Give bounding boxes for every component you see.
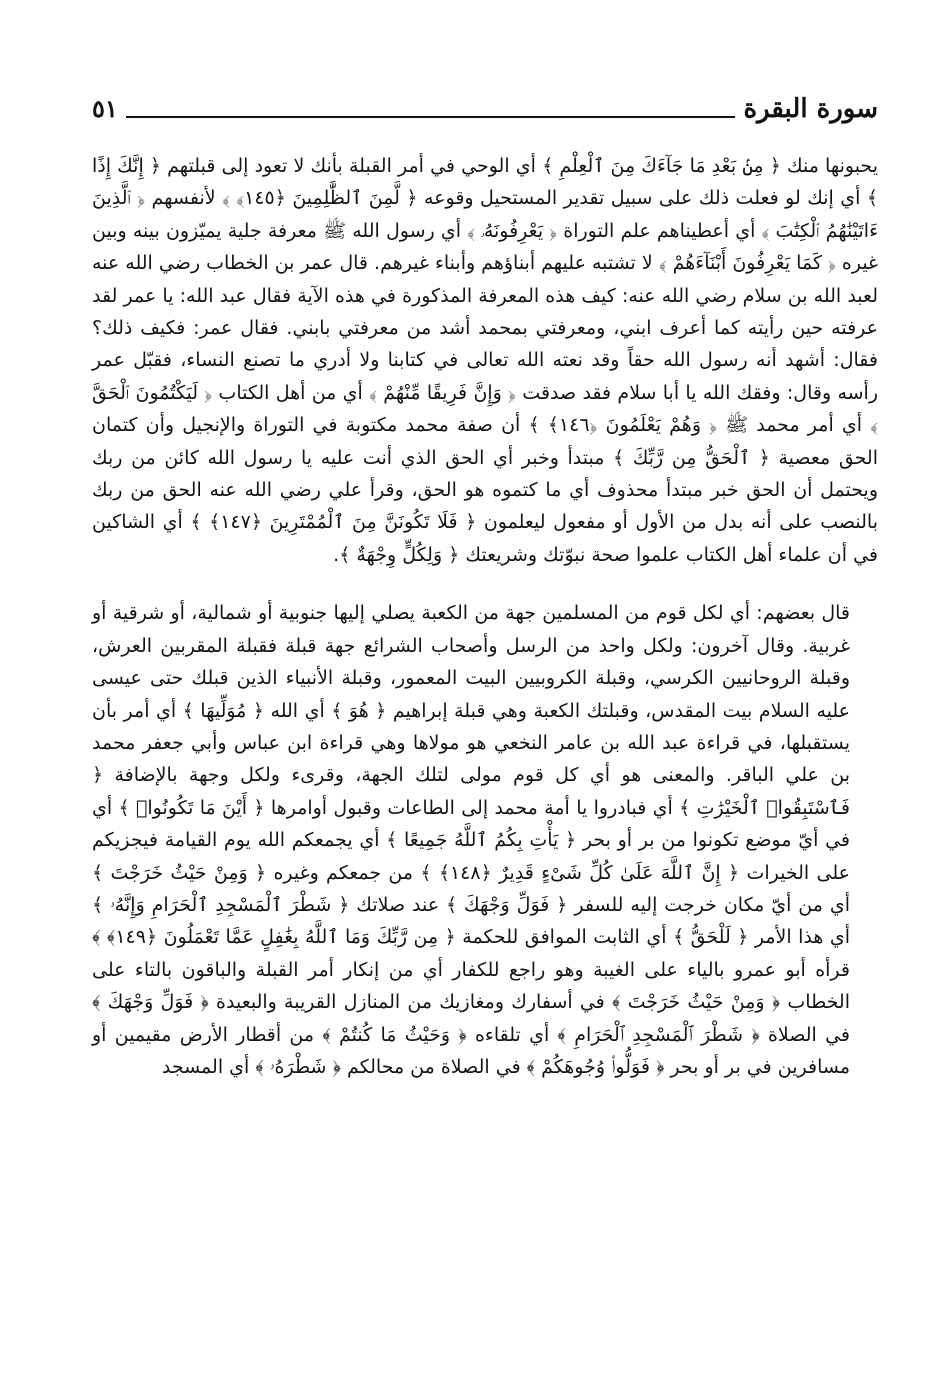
tafsir-text — [92, 150, 878, 1083]
surah-title: سورة البقرة — [743, 94, 878, 124]
running-header — [92, 86, 878, 126]
paragraph-spacer — [92, 571, 878, 597]
paragraph-2: قال بعضهم: أي لكل قوم من المسلمين جهة من الكعبة يصلي إليها جنوبية أو شمالية، أو شرقية أو غربية. وقال آخرون: ولكل واحد من الرسل وأصحاب الشرائع جهة قبلة فقبلة المقربين العرش، وقبلة الروحانيين الكرسي، وقبلة الكروبيين البيت المعمور، وقبلة الأنبياء الذين قبلك حتى عيسى عليه السلام بيت المقدس، وقبلتك الكعبة وهي قبلة إبراهيم ﴿ هُوَ ﴾ أي الله ﴿ مُوَلِّيهَا ﴾ أي أمر بأن يستقبلها، في قراءة عبد الله بن عامر النخعي هو مولاها وهي قراءة ابن عباس وأبي جعفر محمد بن علي الباقر. والمعنى هو أي كل قوم مولى لتلك الجهة، وقرىء ولكل وجهة بالإضافة ﴿ فَٱسْتَبِقُوا۟ ٱلْخَيْرَٰتِ ﴾ أي فبادروا يا أمة محمد إلى الطاعات وقبول أوامرها ﴿ أَيْنَ مَا تَكُونُوا۟ ﴾ أي في أيّ موضع تكونوا من بر أو بحر ﴿ يَأْتِ بِكُمُ ٱللَّهُ جَمِيعًا ﴾ أي يجمعكم الله يوم القيامة فيجزيكم على الخيرات ﴿ إِنَّ ٱللَّهَ عَلَىٰ كُلِّ شَىْءٍ قَدِيرٌ ﴿١٤٨﴾ ﴾ من جمعكم وغيره ﴿ وَمِنْ حَيْثُ خَرَجْتَ ﴾ أي من أيّ مكان خرجت إليه للسفر ﴿ فَوَلِّ وَجْهَكَ ﴾ عند صلاتك ﴿ شَطْرَ ٱلْمَسْجِدِ ٱلْحَرَامِ وَإِنَّهُۥ ﴾ أي هذا الأمر ﴿ لَلْحَقُّ ﴾ أي الثابت الموافق للحكمة ﴿ مِن رَّبِّكَ وَمَا ٱللَّهُ بِغَٰفِلٍ عَمَّا تَعْمَلُونَ ﴿١٤٩﴾ ﴾ قرأه أبو عمرو بالياء على الغيبة وهو راجع للكفار أي من إنكار أمر القبلة والباقون بالتاء على الخطاب ﴿ وَمِنْ حَيْثُ خَرَجْتَ ﴾ في أسفارك ومغازيك من المنازل القريبة والبعيدة ﴿ فَوَلِّ وَجْهَكَ ﴾ في الصلاة ﴿ شَطْرَ ٱلْمَسْجِدِ ٱلْحَرَامِ ﴾ أي تلقاءه ﴿ وَحَيْثُ مَا كُنتُمْ ﴾ من أقطار الأرض مقيمين أو مسافرين في بر أو بحر ﴿ فَوَلُّوا۟ وُجُوهَكُمْ ﴾ في الصلاة من محالكم ﴿ شَطْرَهُۥ ﴾ أي المسجد — [92, 602, 851, 1078]
paragraph-1: يحبونها منك ﴿ مِنۢ بَعْدِ مَا جَآءَكَ مِنَ ٱلْعِلْمِ ﴾ أي الوحي في أمر القبلة بأنك لا تعود إلى قبلتهم ﴿ إِنَّكَ إِذًا ﴾ أي إنك لو فعلت ذلك على سبيل تقدير المستحيل وقوعه ﴿ لَّمِنَ ٱلظَّٰلِمِينَ ﴿١٤٥﴾ ﴾ لأنفسهم ﴿ ٱلَّذِينَ ءَاتَيْنَٰهُمُ ٱلْكِتَٰبَ ﴾ أي أعطيناهم علم التوراة ﴿ يَعْرِفُونَهُۥ ﴾ أي رسول الله ﷺ معرفة جلية يميّزون بينه وبين غيره ﴿ كَمَا يَعْرِفُونَ أَبْنَآءَهُمْ ﴾ لا تشتبه عليهم أبناؤهم وأبناء غيرهم. قال عمر بن الخطاب رضي الله عنه لعبد الله بن سلام رضي الله عنه: كيف هذه المعرفة المذكورة في هذه الآية فقال عبد الله: يا عمر لقد عرفته حين رأيته كما أعرف ابني، ومعرفتي بمحمد أشد من معرفتي بابني. فقال عمر: فكيف ذلك؟ فقال: أشهد أنه رسول الله حقاً وقد نعته الله تعالى في كتابنا ولا أدري ما تصنع النساء، فقبّل عمر رأسه وقال: وفقك الله يا أبا سلام فقد صدقت ﴿ وَإِنَّ فَرِيقًا مِّنْهُمْ ﴾ أي من أهل الكتاب ﴿ لَيَكْتُمُونَ ٱلْحَقَّ ﴾ أي أمر محمد ﷺ ﴿ وَهُمْ يَعْلَمُونَ ﴿١٤٦﴾ ﴾ أن صفة محمد مكتوبة في التوراة والإنجيل وأن كتمان الحق معصية ﴿ ٱلْحَقُّ مِن رَّبِّكَ ﴾ مبتدأ وخبر أي الحق الذي أنت عليه يا رسول الله كائن من ربك ويحتمل أن الحق خبر مبتدأ محذوف أي ما كتموه هو الحق، وقرأ علي رضي الله عنه الحق من ربك بالنصب على أنه بدل من الأول أو مفعول ليعلمون ﴿ فَلَا تَكُونَنَّ مِنَ ٱلْمُمْتَرِينَ ﴿١٤٧﴾ ﴾ أي الشاكين في أن علماء أهل الكتاب علموا صحة نبوّتك وشريعتك ﴿ وَلِكُلٍّ وِجْهَةٌ ﴾. — [92, 155, 878, 566]
header-rule — [126, 116, 736, 118]
page-number: ٥١ — [92, 94, 118, 123]
